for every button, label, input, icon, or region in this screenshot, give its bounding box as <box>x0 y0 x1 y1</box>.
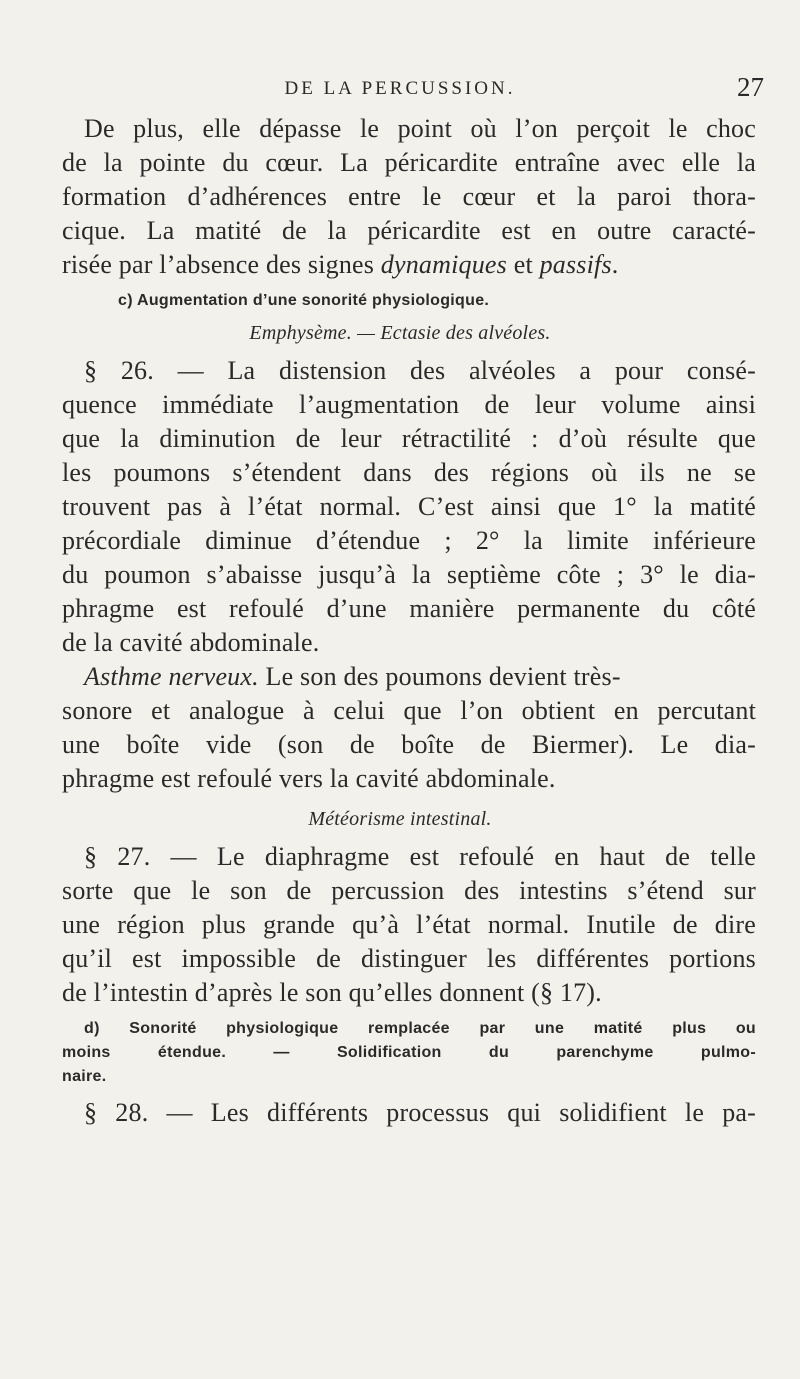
text-line: sorte que le son de percussion des intestins s’étend sur <box>62 876 756 905</box>
text-line: trouvent pas à l’état normal. C’est ainsi que 1° la matité <box>62 492 756 521</box>
text-line: qu’il est impossible de distinguer les différentes portions <box>62 944 756 973</box>
text-line: les poumons s’étendent dans des régions où ils ne se <box>62 458 756 487</box>
text-line: phragme est refoulé d’une manière permanente du côté <box>62 594 756 623</box>
text-line: sonore et analogue à celui que l’on obtient en percutant <box>62 696 756 725</box>
page-number: 27 <box>737 72 764 102</box>
text-line: précordiale diminue d’étendue ; 2° la limite inférieure <box>62 526 756 555</box>
section-heading: c) Augmentation d’une sonorité physiologique. <box>118 292 490 309</box>
text-span: et <box>507 250 540 279</box>
text-line: cique. La matité de la péricardite est en outre caracté- <box>62 216 756 245</box>
text-line: du poumon s’abaisse jusqu’à la septième côte ; 3° le dia- <box>62 560 756 589</box>
text-line: De plus, elle dépasse le point où l’on perçoit le choc <box>84 114 756 143</box>
running-head: DE LA PERCUSSION. <box>284 78 516 99</box>
text-line: § 28. — Les différents processus qui solidifient le pa- <box>84 1098 756 1127</box>
text-line: § 27. — Le diaphragme est refoulé en haut de telle <box>84 842 756 871</box>
text-line: de l’intestin d’après le son qu’elles donnent (§ 17). <box>62 978 602 1007</box>
text-line: de la pointe du cœur. La péricardite entraîne avec elle la <box>62 148 756 177</box>
italic-term: dynamiques <box>380 250 507 279</box>
text-line <box>62 250 618 280</box>
section-heading: moins étendue. — Solidification du parenchyme pulmo- <box>62 1044 756 1061</box>
italic-term: passifs <box>539 250 612 279</box>
section-subtitle: Emphysème. — Ectasie des alvéoles. <box>249 322 551 344</box>
text-line: une région plus grande qu’à l’état normal. Inutile de dire <box>62 910 756 939</box>
section-heading: d) Sonorité physiologique remplacée par une matité plus ou <box>84 1020 756 1037</box>
text-line: § 26. — La distension des alvéoles a pour consé- <box>84 356 756 385</box>
section-heading: naire. <box>62 1068 107 1085</box>
text-line <box>84 662 756 692</box>
text-line: formation d’adhérences entre le cœur et la paroi thora- <box>62 182 756 211</box>
text-line: une boîte vide (son de boîte de Biermer). Le dia- <box>62 730 756 759</box>
text-span: risée par l’absence des signes <box>62 250 381 279</box>
text-span: . <box>611 250 619 279</box>
text-span: Le son des poumons devient très- <box>258 662 621 691</box>
text-line: phragme est refoulé vers la cavité abdominale. <box>62 764 556 793</box>
text-line: de la cavité abdominale. <box>62 628 320 657</box>
page-header <box>0 72 800 108</box>
text-line: que la diminution de leur rétractilité : d’où résulte que <box>62 424 756 453</box>
text-line: quence immédiate l’augmentation de leur volume ainsi <box>62 390 756 419</box>
section-subtitle: Météorisme intestinal. <box>308 808 492 830</box>
paragraph-title: Asthme nerveux. <box>84 662 259 691</box>
